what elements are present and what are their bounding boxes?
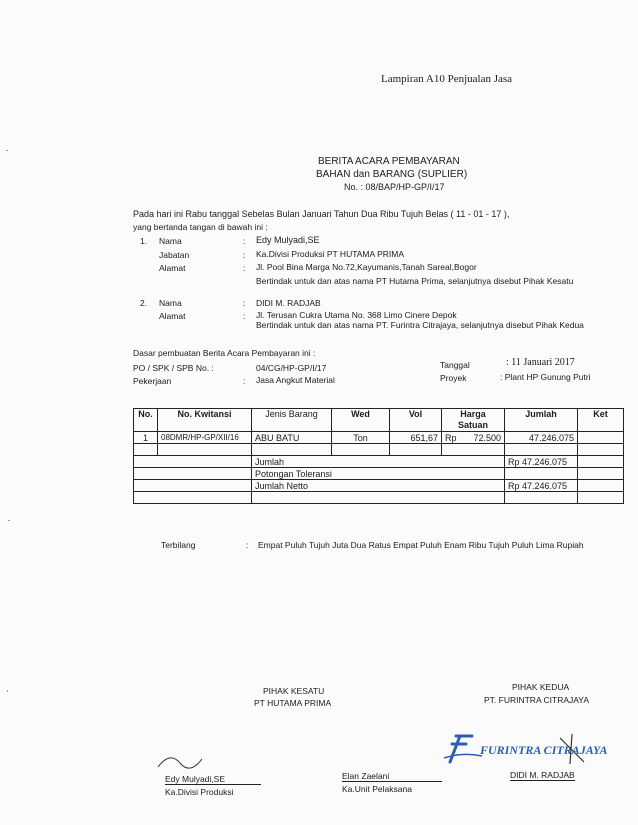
party1-alamat: Jl. Pool Bina Marga No.72,Kayumanis,Tanah Sareal,Bogor: [256, 262, 477, 272]
table-row-potongan: [134, 468, 624, 480]
table-row: [134, 444, 624, 456]
cell-kwitansi: 08DMR/HP-GP/XII/16: [158, 432, 252, 444]
party1-note: Bertindak untuk dan atas nama PT Hutama Prima, selanjutnya disebut Pihak Kesatu: [256, 276, 574, 286]
col-header-vol: Vol: [390, 409, 442, 432]
col-header-no: No.: [134, 409, 158, 432]
payment-table: [133, 408, 624, 504]
table-row-netto: [134, 480, 624, 492]
cell-jumlah: 47.246.075: [505, 432, 578, 444]
potongan-label: Potongan Toleransi: [252, 468, 505, 480]
pekerjaan-label: Pekerjaan: [133, 376, 172, 386]
po-label: PO / SPK / SPB No. :: [133, 363, 214, 373]
scan-speck: [7, 690, 8, 692]
proyek-label: Proyek: [440, 373, 467, 383]
document-subtitle: BAHAN dan BARANG (SUPLIER): [316, 169, 468, 180]
party2-name: DIDI M. RADJAB: [256, 298, 321, 308]
col-header-wed: Wed: [332, 409, 390, 432]
cell-jenis: ABU BATU: [252, 432, 332, 444]
party1-sign-company: PT HUTAMA PRIMA: [254, 698, 332, 708]
scan-speck: [6, 150, 8, 151]
table-row-jumlah: [134, 456, 624, 468]
party2-note: Bertindak untuk dan atas nama PT. Furintra Citrajaya, selanjutnya disebut Pihak Kedua: [256, 320, 584, 330]
po-value: 04/CG/HP-GP/I/17: [256, 363, 327, 373]
colon: :: [243, 263, 246, 273]
party2-alamat: Jl. Terusan Cukra Utama No. 368 Limo Cinere Depok: [256, 310, 457, 320]
attachment-ref: Lampiran A10 Penjualan Jasa: [381, 73, 513, 85]
pekerjaan-value: Jasa Angkut Material: [256, 375, 335, 385]
tanggal-value: : 11 Januari 2017: [506, 357, 575, 368]
table-header-row: [134, 409, 624, 432]
signer1-name: Edy Mulyadi,SE: [165, 774, 261, 785]
signer1-role: Ka.Divisi Produksi: [165, 787, 234, 797]
svg-text:FURINTRA CITRAJAYA: FURINTRA CITRAJAYA: [480, 743, 608, 757]
cell-harga-value: 72.500: [473, 432, 501, 443]
col-header-kwitansi: No. Kwitansi: [158, 409, 252, 432]
signature-mark: [150, 745, 230, 775]
party2-name-label: Nama: [159, 298, 182, 308]
company-stamp-logo: [442, 728, 622, 768]
cell-harga: [442, 432, 505, 444]
party1-jabatan-label: Jabatan: [159, 250, 190, 260]
proyek-value: : Plant HP Gunung Putri: [500, 372, 591, 382]
basis-intro: Dasar pembuatan Berita Acara Pembayaran ini :: [133, 348, 316, 358]
colon: :: [243, 376, 246, 386]
party2-alamat-label: Alamat: [159, 311, 186, 321]
cell-ket: [578, 432, 624, 444]
tanggal-label: Tanggal: [440, 360, 470, 370]
netto-label: Jumlah Netto: [252, 480, 505, 492]
intro-line2: yang bertanda tangan di bawah ini :: [133, 222, 268, 232]
jumlah-label: Jumlah: [252, 456, 505, 468]
cell-harga-currency: Rp: [445, 432, 457, 443]
netto-value: Rp 47.246.075: [505, 480, 578, 492]
cell-vol: 651,67: [390, 432, 442, 444]
col-header-jumlah: Jumlah: [505, 409, 578, 432]
colon: :: [243, 311, 246, 321]
table-row: [134, 432, 624, 444]
signer2-role: Ka.Unit Pelaksana: [342, 784, 412, 794]
party1-jabatan: Ka.Divisi Produksi PT HUTAMA PRIMA: [256, 249, 404, 259]
colon: :: [243, 298, 246, 308]
jumlah-value: Rp 47.246.075: [505, 456, 578, 468]
colon: :: [243, 250, 246, 260]
document-title: BERITA ACARA PEMBAYARAN: [318, 156, 460, 167]
col-header-harga: Harga Satuan: [442, 409, 505, 432]
signer3-name: DIDI M. RADJAB: [510, 770, 575, 780]
cell-no: 1: [134, 432, 158, 444]
col-header-jenis: Jenis Barang: [252, 409, 332, 432]
document-number: No. : 08/BAP/HP-GP/I/17: [344, 182, 445, 192]
terbilang-value: Empat Puluh Tujuh Juta Dua Ratus Empat Puluh Enam Ribu Tujuh Puluh Lima Rupiah: [258, 540, 584, 550]
signer2-name: Elan Zaelani: [342, 771, 442, 782]
terbilang-sep: :: [246, 540, 249, 550]
terbilang-label: Terbilang: [161, 540, 196, 550]
col-header-ket: Ket: [578, 409, 624, 432]
party2-number: 2.: [140, 298, 148, 308]
party1-name-label: Nama: [159, 236, 182, 246]
scan-speck: [8, 520, 10, 521]
table-row-blank: [134, 492, 624, 504]
party2-sign-company: PT. FURINTRA CITRAJAYA: [484, 695, 590, 705]
party1-number: 1.: [140, 236, 148, 246]
colon: :: [243, 236, 246, 246]
party1-sign-title: PIHAK KESATU: [263, 686, 325, 696]
party1-alamat-label: Alamat: [159, 263, 186, 273]
party2-sign-title: PIHAK KEDUA: [512, 682, 570, 692]
intro-line1: Pada hari ini Rabu tanggal Sebelas Bulan Januari Tahun Dua Ribu Tujuh Belas ( 11 - 01 - 17 ),: [133, 209, 510, 219]
party1-name: Edy Mulyadi,SE: [256, 235, 320, 245]
cell-wed: Ton: [332, 432, 390, 444]
